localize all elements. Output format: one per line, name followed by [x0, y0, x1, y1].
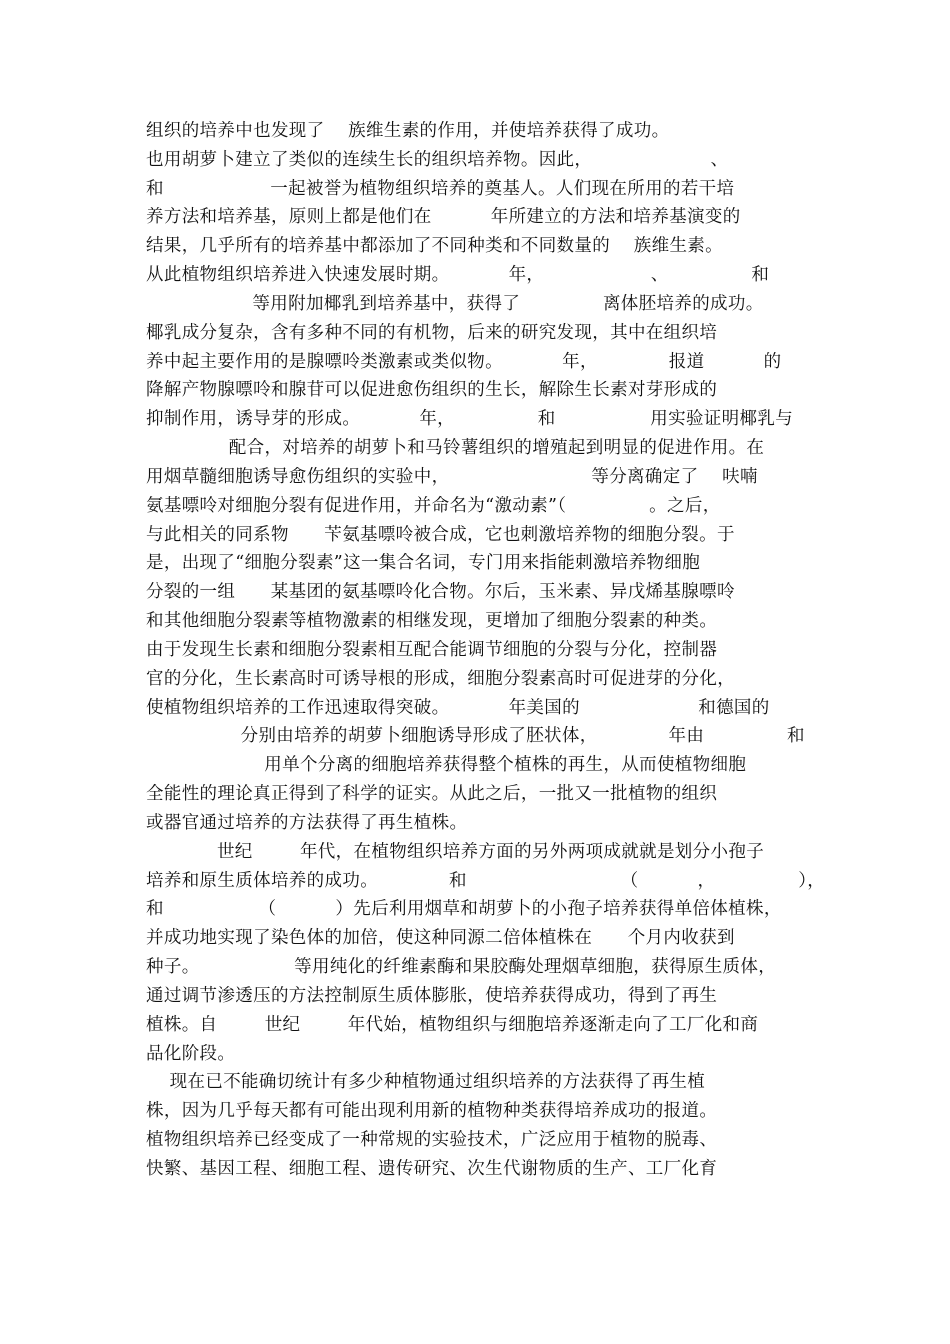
text-line: 和其他细胞分裂素等植物激素的相继发现，更增加了细胞分裂素的种类。: [146, 611, 718, 631]
text-line: 是，出现了“细胞分裂素”这一集合名词，专门用来指能刺激培养物细胞: [146, 553, 701, 573]
text-line: 培养和原生质体培养的成功。 和 （ ， ），: [146, 871, 826, 891]
text-line: 也用胡萝卜建立了类似的连续生长的组织培养物。因此， 、: [146, 150, 729, 170]
text-line: 配合，对培养的胡萝卜和马铃薯组织的增殖起到明显的促进作用。在: [146, 438, 765, 458]
text-line: 结果，几乎所有的培养基中都添加了不同种类和不同数量的 族维生素。: [146, 236, 723, 256]
text-line: 种子。 等用纯化的纤维素酶和果胶酶处理烟草细胞，获得原生质体，: [146, 957, 777, 977]
text-line: 降解产物腺嘌呤和腺苷可以促进愈伤组织的生长，解除生长素对芽形成的: [146, 380, 718, 400]
text-line: 分裂的一组 某基团的氨基嘌呤化合物。尔后，玉米素、异戊烯基腺嘌呤: [146, 582, 735, 602]
text-line: 通过调节渗透压的方法控制原生质体膨胀，使培养获得成功，得到了再生: [146, 986, 718, 1006]
text-line: 从此植物组织培养进入快速发展时期。 年， 、 和: [146, 265, 770, 285]
text-line: 与此相关的同系物 苄氨基嘌呤被合成，它也刺激培养物的细胞分裂。于: [146, 525, 735, 545]
text-line: 抑制作用，诱导芽的形成。 年， 和 用实验证明椰乳与: [146, 409, 794, 429]
text-line: 株，因为几乎每天都有可能出现利用新的植物种类获得培养成功的报道。: [146, 1101, 718, 1121]
text-line: 世纪 年代，在植物组织培养方面的另外两项成就就是划分小孢子: [146, 842, 765, 862]
text-line: 和 一起被誉为植物组织培养的奠基人。人们现在所用的若干培: [146, 179, 735, 199]
text-line: 椰乳成分复杂，含有多种不同的有机物，后来的研究发现，其中在组织培: [146, 323, 718, 343]
text-line: 用烟草髓细胞诱导愈伤组织的实验中， 等分离确定了 呋喃: [146, 467, 758, 487]
text-line: 或器官通过培养的方法获得了再生植株。: [146, 813, 468, 833]
text-line: 全能性的理论真正得到了科学的证实。从此之后，一批又一批植物的组织: [146, 784, 718, 804]
text-line: 组织的培养中也发现了 族维生素的作用，并使培养获得了成功。: [146, 121, 670, 141]
text-line: 现在已不能确切统计有多少种植物通过组织培养的方法获得了再生植: [146, 1072, 706, 1092]
text-line: 使植物组织培养的工作迅速取得突破。 年美国的 和德国的: [146, 698, 770, 718]
text-line: 由于发现生长素和细胞分裂素相互配合能调节细胞的分裂与分化，控制器: [146, 640, 718, 660]
text-line: 氨基嘌呤对细胞分裂有促进作用，并命名为“激动素”（ 。之后，: [146, 496, 721, 516]
text-line: 植株。自 世纪 年代始，植物组织与细胞培养逐渐走向了工厂化和商: [146, 1015, 759, 1035]
text-line: 分别由培养的胡萝卜细胞诱导形成了胚状体， 年由 和: [146, 726, 805, 746]
text-line: 养中起主要作用的是腺嘌呤类激素或类似物。 年， 报道 的: [146, 352, 782, 372]
text-line: 养方法和培养基，原则上都是他们在 年所建立的方法和培养基演变的: [146, 207, 741, 227]
text-line: 用单个分离的细胞培养获得整个植株的再生，从而使植物细胞: [146, 755, 747, 775]
text-line: 植物组织培养已经变成了一种常规的实验技术，广泛应用于植物的脱毒、: [146, 1130, 718, 1150]
text-line: 快繁、基因工程、细胞工程、遗传研究、次生代谢物质的生产、工厂化育: [146, 1159, 718, 1179]
text-line: 官的分化，生长素高时可诱导根的形成，细胞分裂素高时可促进芽的分化，: [146, 669, 736, 689]
text-line: 并成功地实现了染色体的加倍，使这种同源二倍体植株在 个月内收获到: [146, 928, 735, 948]
text-line: 品化阶段。: [146, 1044, 236, 1064]
text-line: 等用附加椰乳到培养基中，获得了 离体胚培养的成功。: [146, 294, 764, 314]
text-line: 和 （ ）先后利用烟草和胡萝卜的小孢子培养获得单倍体植株，: [146, 899, 782, 919]
